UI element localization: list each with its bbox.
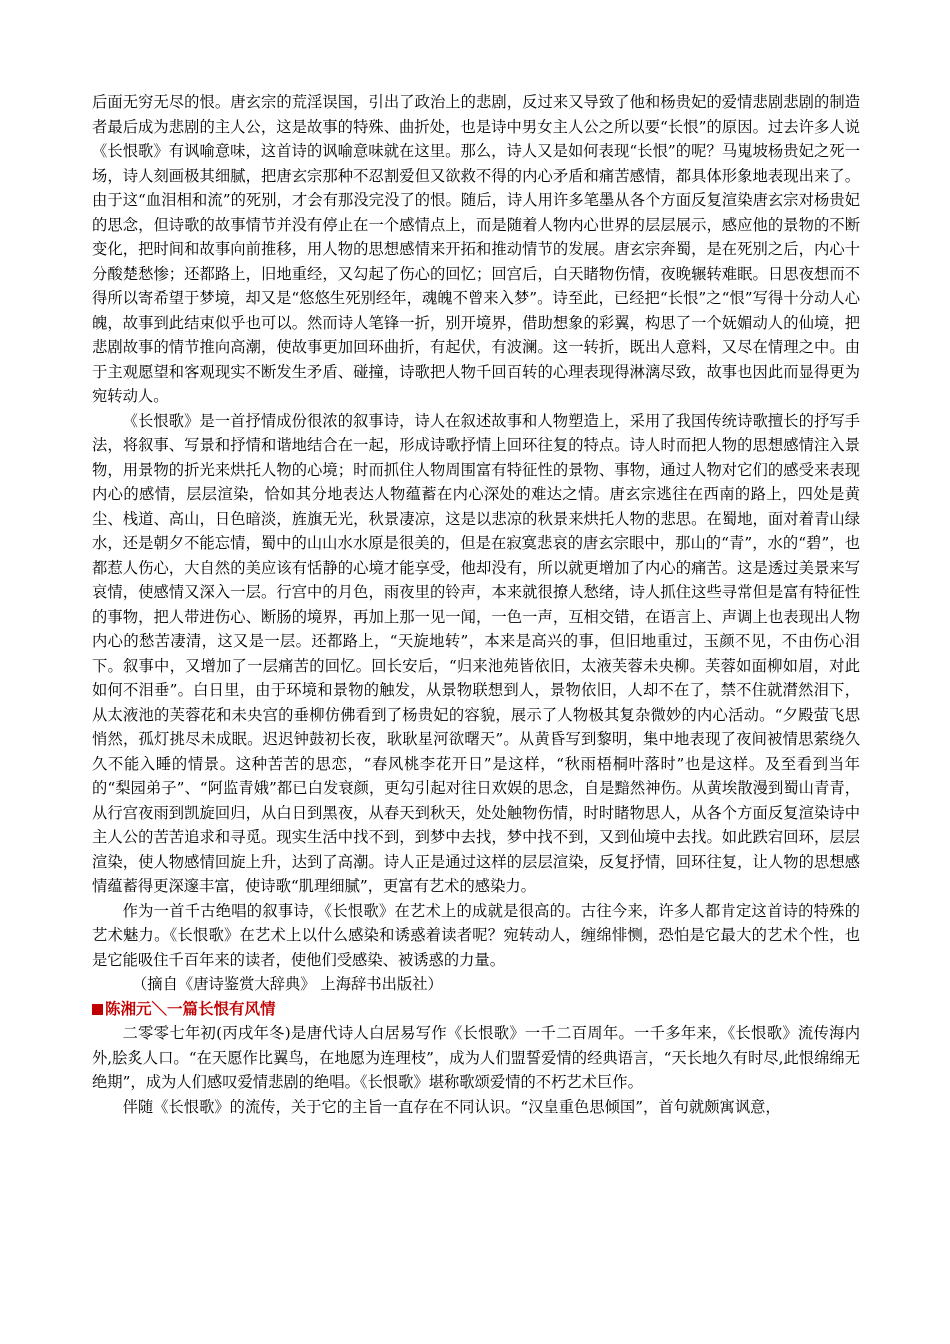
- article-paragraph-1: 后面无穷无尽的恨。唐玄宗的荒淫误国，引出了政治上的悲剧，反过来又导致了他和杨贵妃的爱情悲剧悲剧的制造者最后成为悲剧的主人公，这是故事的特殊、曲折处，也是诗中男女主人公之所以要“长恨”的原因。过去许多人说《长恨歌》有讽喻意味，这首诗的讽喻意味就在这里。那么，诗人又是如何表现“长恨”的呢？马嵬坡杨贵妃之死一场，诗人刻画极其细腻，把唐玄宗那种不忍割爱但又欲救不得的内心矛盾和痛苦感情，都具体形象地表现出来了。由于这“血泪相和流”的死别，才会有那没完没了的恨。随后，诗人用许多笔墨从各个方面反复渲染唐玄宗对杨贵妃的思念，但诗歌的故事情节并没有停止在一个感情点上，而是随着人物内心世界的层层展示，感应他的景物的不断变化，把时间和故事向前推移，用人物的思想感情来开拓和推动情节的发展。唐玄宗奔蜀，是在死别之后，内心十分酸楚愁惨；还都路上，旧地重经，又勾起了伤心的回忆；回宫后，白天睹物伤情，夜晚辗转难眠。日思夜想而不得所以寄希望于梦境，却又是“悠悠生死别经年，魂魄不曾来入梦”。诗至此，已经把“长恨”之“恨”写得十分动人心魄，故事到此结束似乎也可以。然而诗人笔锋一折，别开境界，借助想象的彩翼，构思了一个妩媚动人的仙境，把悲剧故事的情节推向高潮，使故事更加回环曲折，有起伏，有波澜。这一转折，既出人意料，又尽在情理之中。由于主观愿望和客观现实不断发生矛盾、碰撞，诗歌把人物千回百转的心理表现得淋漓尽致，故事也因此而显得更为宛转动人。: [92, 93, 860, 405]
- source-citation: （摘自《唐诗鉴赏大辞典》 上海辞书出版社）: [132, 975, 443, 993]
- section-paragraph-2: 伴随《长恨歌》的流传，关于它的主旨一直存在不同认识。“汉皇重色思倾国”，首句就颇寓讽意，: [122, 1097, 781, 1116]
- section-paragraph-1: 二零零七年初(丙戌年冬)是唐代诗人白居易写作《长恨歌》一千二百周年。一千多年来，《长恨歌》流传海内外,脍炙人口。“在天愿作比翼鸟，在地愿为连理枝”，成为人们盟誓爱情的经典语言，“天长地久有时尽,此恨绵绵无绝期”，成为人们感叹爱情悲剧的绝唱。《长恨歌》堪称歌颂爱情的不朽艺术巨作。: [92, 1024, 860, 1091]
- section-heading-text: 陈湘元＼一篇长恨有风情: [105, 999, 276, 1018]
- square-bullet-icon: [92, 1004, 103, 1015]
- section-heading: [92, 997, 860, 1022]
- article-paragraph-2: 《长恨歌》是一首抒情成份很浓的叙事诗，诗人在叙述故事和人物塑造上，采用了我国传统诗歌擅长的抒写手法，将叙事、写景和抒情和谐地结合在一起，形成诗歌抒情上回环往复的特点。诗人时而把人物的思想感情注入景物，用景物的折光来烘托人物的心境；时而抓住人物周围富有特征性的景物、事物，通过人物对它们的感受来表现内心的感情，层层渲染，恰如其分地表达人物蕴蓄在内心深处的难达之情。唐玄宗逃往在西南的路上，四处是黄尘、栈道、高山，日色暗淡，旌旗无光，秋景凄凉，这是以悲凉的秋景来烘托人物的悲思。在蜀地，面对着青山绿水，还是朝夕不能忘情，蜀中的山山水水原是很美的，但是在寂寞悲哀的唐玄宗眼中，那山的“青”，水的“碧”，也都惹人伤心，大自然的美应该有恬静的心境才能享受，他却没有，所以就更增加了内心的痛苦。这是透过美景来写哀情，使感情又深入一层。行宫中的月色，雨夜里的铃声，本来就很撩人愁绪，诗人抓住这些寻常但是富有特征性的事物，把人带进伤心、断肠的境界，再加上那一见一闻，一色一声，互相交错，在语言上、声调上也表现出人物内心的愁苦凄清，这又是一层。还都路上，“天旋地转”，本来是高兴的事，但旧地重过，玉颜不见，不由伤心泪下。叙事中，又增加了一层痛苦的回忆。回长安后，“归来池苑皆依旧，太液芙蓉未央柳。芙蓉如面柳如眉，对此如何不泪垂”。白日里，由于环境和景物的触发，从景物联想到人，景物依旧，人却不在了，禁不住就潸然泪下，从太液池的芙蓉花和未央宫的垂柳仿佛看到了杨贵妃的容貌，展示了人物极其复杂微妙的内心活动。“夕殿萤飞思悄然，孤灯挑尽未成眠。迟迟钟鼓初长夜，耿耿星河欲曙天”。从黄昏写到黎明，集中地表现了夜间被情思萦绕久久不能入睡的情景。这种苦苦的思恋，“春风桃李花开日”是这样，“秋雨梧桐叶落时”也是这样。及至看到当年的“梨园弟子”、“阿监青娥”都已白发衰颜，更勾引起对往日欢娱的思念，自是黯然神伤。从黄埃散漫到蜀山青青，从行宫夜雨到凯旋回归，从白日到黑夜，从春天到秋天，处处触物伤情，时时睹物思人，从各个方面反复渲染诗中主人公的苦苦追求和寻觅。现实生活中找不到，到梦中去找，梦中找不到，又到仙境中去找。如此跌宕回环，层层渲染，使人物感情回旋上升，达到了高潮。诗人正是通过这样的层层渲染，反复抒情，回环往复，让人物的思想感情蕴蓄得更深邃丰富，使诗歌“肌理细腻”，更富有艺术的感染力。: [92, 411, 860, 895]
- article-paragraph-3: 作为一首千古绝唱的叙事诗，《长恨歌》在艺术上的成就是很高的。古往今来，许多人都肯定这首诗的特殊的艺术魅力。《长恨歌》在艺术上以什么感染和诱惑着读者呢？宛转动人，缠绵悱恻，恐怕是它最大的艺术个性，也是它能吸住千百年来的读者，使他们受感染、被诱惑的力量。: [92, 901, 860, 969]
- document-page: [92, 90, 860, 1119]
